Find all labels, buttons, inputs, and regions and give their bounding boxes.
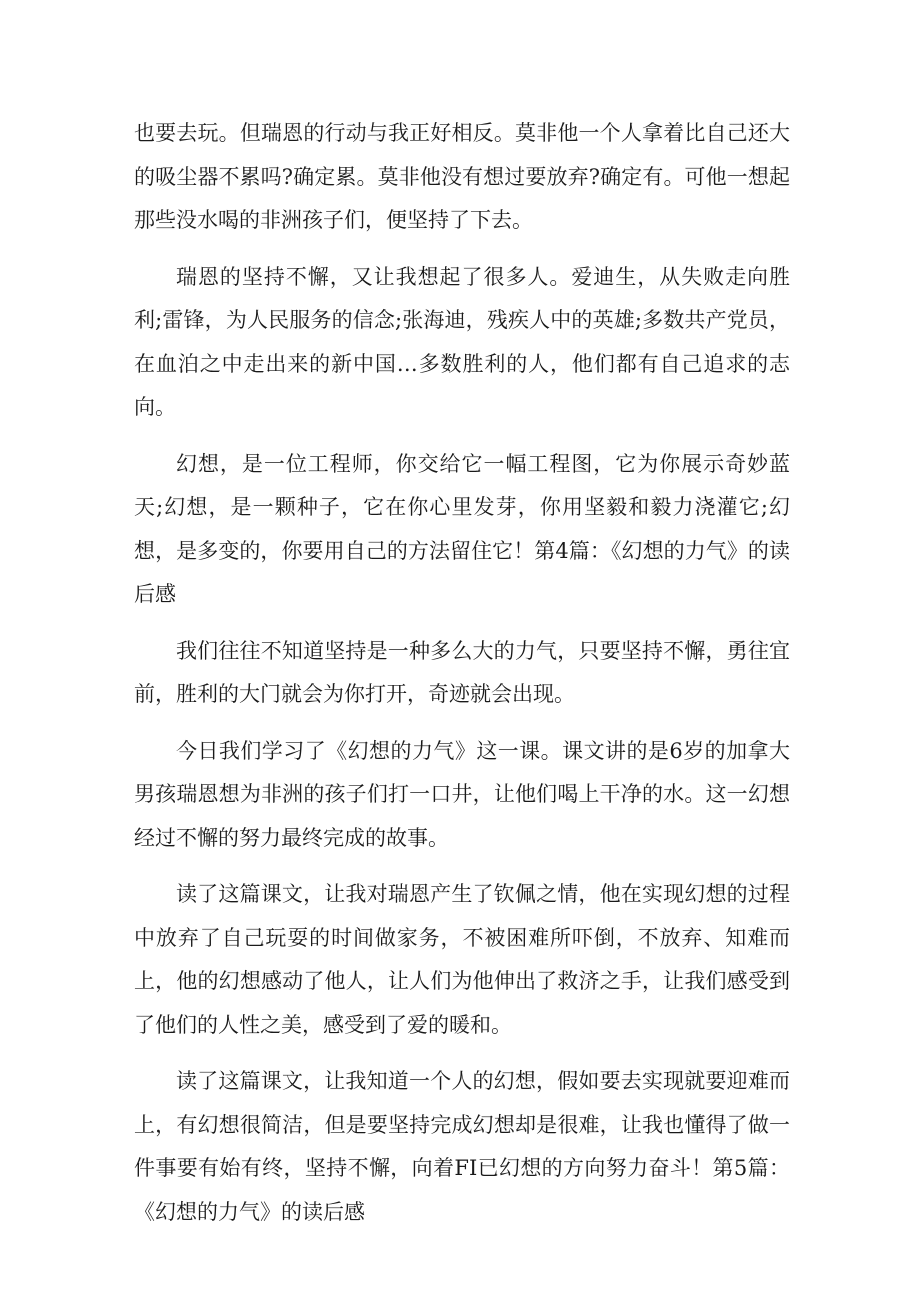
paragraph-persistence: 瑞恩的坚持不懈，又让我想起了很多人。爱迪生，从失败走向胜利;雷锋，为人民服务的信念;张海迪，残疾人中的英雄;多数共产党员，在血泊之中走出来的新中国…多数胜利的人，他们都有自己追求的志向。: [134, 264, 790, 419]
paragraph-lesson-summary: 今日我们学习了《幻想的力气》这一课。课文讲的是6岁的加拿大男孩瑞恩想为非洲的孩子们打一口井，让他们喝上干净的水。这一幻想经过不懈的努力最终完成的故事。: [134, 738, 790, 850]
paragraph-reflection: 读了这篇课文，让我知道一个人的幻想，假如要去实现就要迎难而上，有幻想很简洁，但是要坚持完成幻想却是很难，让我也懂得了做一件事要有始有终，坚持不懈，向着FI已幻想的方向努力奋斗！第5篇：《幻想的力气》的读后感: [134, 1069, 790, 1224]
paragraph-admiration: 读了这篇课文，让我对瑞恩产生了钦佩之情，他在实现幻想的过程中放弃了自己玩耍的时间做家务，不被困难所吓倒，不放弃、知难而上，他的幻想感动了他人，让人们为他伸出了救济之手，让我们感受到了他们的人性之美，感受到了爱的暖和。: [134, 882, 790, 1037]
paragraph-power-of-persistence: 我们往往不知道坚持是一种多么大的力气，只要坚持不懈，勇往宜前，胜利的大门就会为你打开，奇迹就会出现。: [134, 638, 790, 706]
paragraph-continuation: 也要去玩。但瑞恩的行动与我正好相反。莫非他一个人拿着比自己还大的吸尘器不累吗?确定累。莫非他没有想过要放弃?确定有。可他一想起那些没水喝的非洲孩子们，便坚持了下去。: [134, 121, 790, 232]
paragraph-fantasy-metaphor: 幻想，是一位工程师，你交给它一幅工程图，它为你展示奇妙蓝天;幻想，是一颗种子，它在你心里发芽，你用坚毅和毅力浇灌它;幻想，是多变的，你要用自己的方法留住它！第4篇：《幻想的力气》的读后感: [134, 451, 790, 606]
document-body: [134, 112, 790, 1247]
